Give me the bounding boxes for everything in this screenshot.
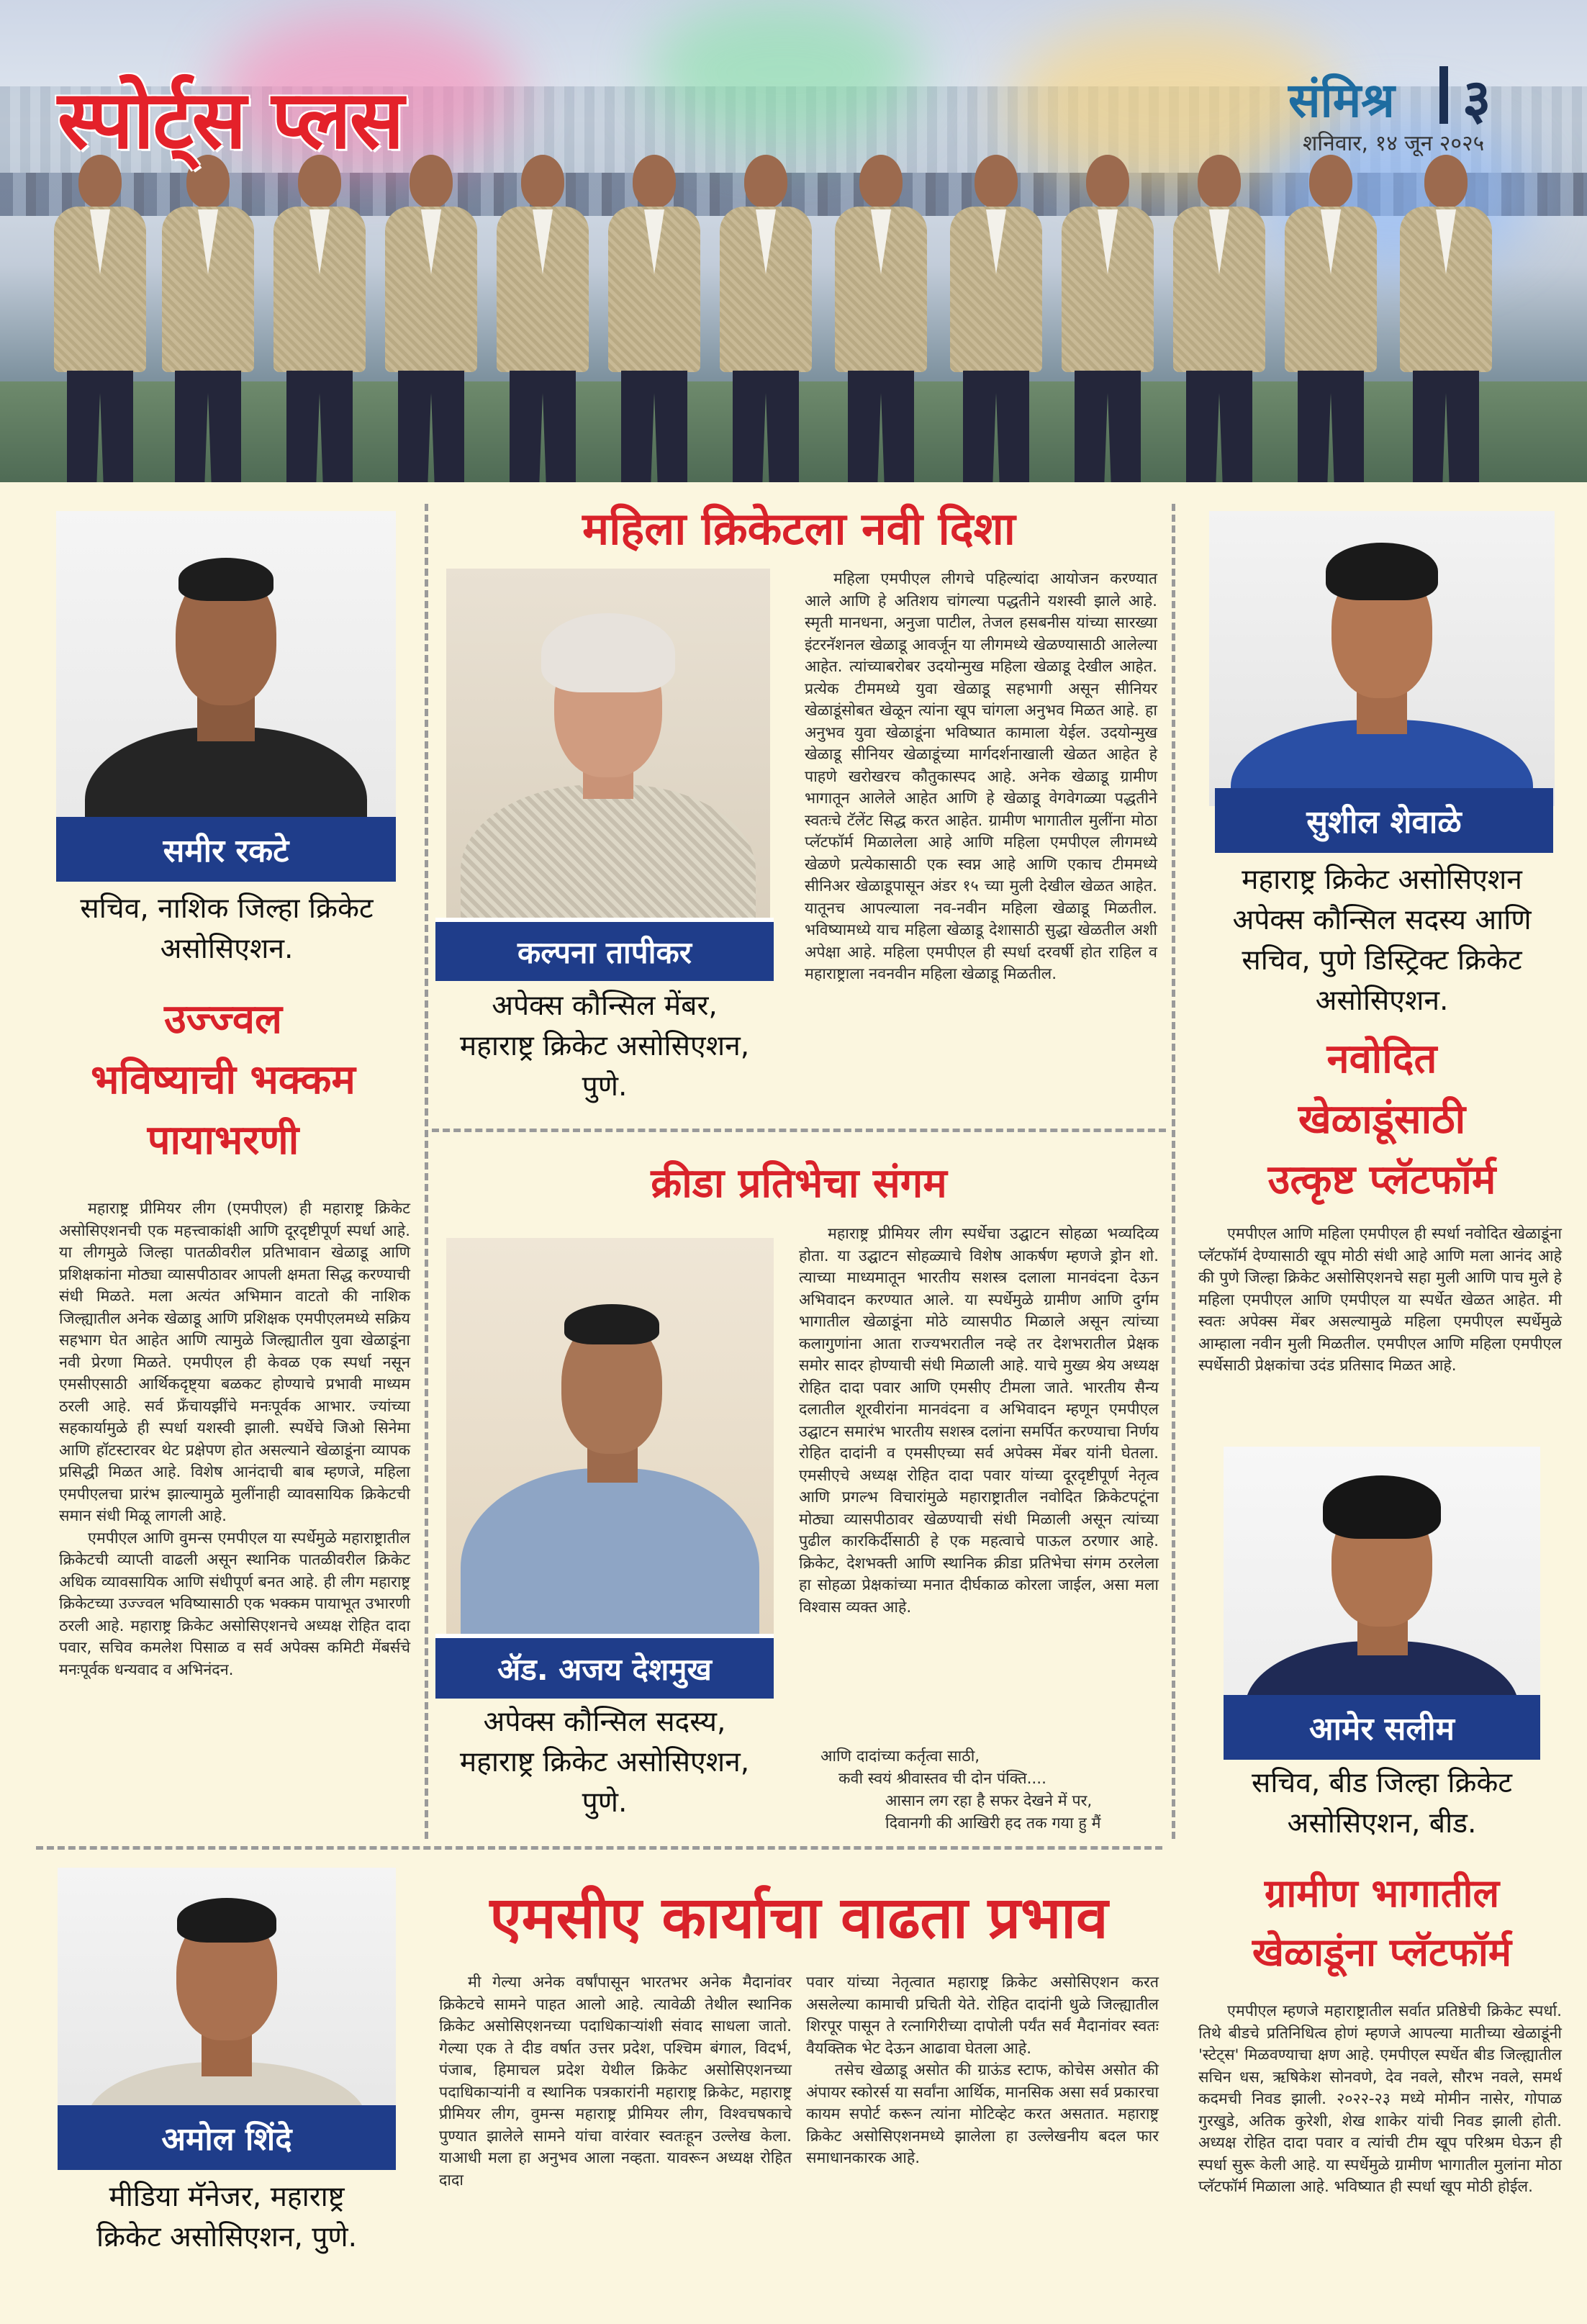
name-banner-amol: अमोल शिंदे	[58, 2105, 396, 2170]
column-separator	[425, 504, 428, 1839]
poem-lines: आणि दादांच्या कर्तृत्वा साठी, कवी स्वयं श्रीवास्तव ची दोन पंक्ति.... आसान लग रहा है सफर देखने में पर, दिवानगी की आखिरी हद तक गया हु मैं	[820, 1747, 1101, 1832]
official-figure	[273, 155, 366, 482]
column-separator	[1172, 504, 1175, 1839]
page-number: ३	[1462, 67, 1491, 131]
official-figure	[835, 155, 927, 482]
photo-sushil	[1209, 511, 1555, 806]
page-divider-bar	[1439, 66, 1448, 124]
official-figure	[720, 155, 812, 482]
article-sangam: महाराष्ट्र प्रीमियर लीग स्पर्धेचा उद्घाटन सोहळा भव्यदिव्य होता. या उद्घाटन सोहळ्याचे विशेष आकर्षण म्हणजे ड्रोन शो. त्याच्या माध्यमातून भारतीय सशस्त्र दलाला मानवंदना देऊन अभिवादन करण्यात आले. या स्पर्धेमुळे ग्रामीण आणि दुर्गम भागातील खेळाडूंना मोठे व्यासपीठ मिळाले असून त्यांच्या कलागुणांना आता राज्यभरातील नव्हे तर देशभरातील प्रेक्षक समोर सादर होण्याची संधी मिळाली आहे. याचे मुख्य श्रेय अध्यक्ष रोहित दादा पवार आणि एमसीए टीमला जाते. भारतीय सैन्य दलातील शूरवीरांना मानवंदना व अभिवादन म्हणून एमपीएल उद्घाटन समारंभ भारतीय सशस्त्र दलांना समर्पित करण्याचा निर्णय रोहित दादांनी व एमसीएच्या सर्व अपेक्स मेंबर यांनी घेतला. एमसीएचे अध्यक्ष रोहित दादा पवार यांच्या दूरदृष्टीपूर्ण नेतृत्व आणि प्रगल्भ विचारांमुळे महाराष्ट्रातील नवोदित क्रिकेटपटूंना मोठ्या व्यासपीठावर खेळण्याची संधी मिळाली असून त्यांच्या पुढील कारकिर्दीसाठी हे एक महत्वाचे पाऊल ठरणार आहे. क्रिकेट, देशभक्ती आणि स्थानिक क्रीडा प्रतिभेचा संगम ठरलेला हा सोहळा प्रेक्षकांच्या मनात दीर्घकाळ कोरला जाईल, असा मला विश्वास व्यक्त आहे.	[799, 1225, 1159, 1617]
headline-bright-future: उज्ज्वल भविष्याची भक्कम पायाभरणी	[91, 996, 356, 1164]
name-banner-sameer: समीर रकटे	[56, 817, 396, 882]
official-figure	[608, 155, 700, 482]
official-figure	[385, 155, 477, 482]
name-banner-aamer: आमेर सलीम	[1224, 1695, 1540, 1760]
photo-kalpana	[446, 569, 770, 943]
official-figure	[1062, 155, 1154, 482]
headline-new-players: नवोदित खेळाडूंसाठी उत्कृष्ट प्लॅटफॉर्म	[1267, 1036, 1496, 1203]
photo-aamer	[1224, 1447, 1540, 1727]
official-figure	[54, 155, 146, 482]
caption-kalpana: अपेक्स कौन्सिल मेंबर, महाराष्ट्र क्रिकेट असोसिएशन, पुणे.	[459, 990, 750, 1103]
section-name: संमिश्र	[1288, 73, 1395, 128]
issue-date: शनिवार, १४ जून २०२५	[1303, 131, 1485, 156]
name-banner-kalpana: कल्पना तापीकर	[435, 918, 774, 981]
official-figure	[162, 155, 254, 482]
article-womens-cricket: महिला एमपीएल लीगचे पहिल्यांदा आयोजन करण्यात आले आणि हे अतिशय चांगल्या पद्धतीने यशस्वी झाले आहे. स्मृती मानधना, अनुजा पाटील, तेजल हसबनीस यांच्या सारख्या इंटरनॅशनल खेळाडू आवर्जून या लीगमध्ये खेळण्यासाठी आलेल्या आहेत. त्यांच्याबरोबर उदयोन्मुख महिला खेळाडू देखील आहेत. प्रत्येक टीममध्ये युवा खेळाडू सहभागी असून सीनियर खेळाडूंसोबत खेळून त्यांना खूप चांगला अनुभव मिळत आहे. हा अनुभव युवा खेळाडूंना भविष्यात कामाला येईल. उदयोन्मुख खेळाडू सीनियर खेळाडूंच्या मार्गदर्शनाखाली खेळत आहेत हे पाहणे खरोखरच कौतुकास्पद आहे. अनेक खेळाडू ग्रामीण भागातून आलेले आहेत आणि हे खेळाडू वेगवेगळ्या पद्धतीने स्वतःचे टॅलेंट सिद्ध करत आहेत. ग्रामीण भागातील मुलींना मोठा प्लॅटफॉर्म मिळालेला आहे आणि महिला एमपीएल लीगमध्ये खेळणे प्रत्येकासाठी एक स्वप्न आहे आणि एकाच टीममध्ये सीनिअर खेळाडूपासून अंडर १५ च्या मुली देखील खेळत आहेत. यातूनच आपल्याला नव-नवीन महिला खेळाडू मिळतील. भविष्यामध्ये याच महिला खेळाडू देशासाठी सुद्धा खेळतील अशी अपेक्षा आहे. महिला एमपीएल ही स्पर्धा दरवर्षी होत राहिल व महाराष्ट्राला नवनवीन महिला खेळाडू मिळतील.	[805, 570, 1157, 983]
caption-aamer: सचिव, बीड जिल्हा क्रिकेट असोसिएशन, बीड.	[1251, 1767, 1513, 1840]
photo-amol	[58, 1868, 396, 2134]
caption-sushil: महाराष्ट्र क्रिकेट असोसिएशन अपेक्स कौन्सिल सदस्य आणि सचिव, पुणे डिस्ट्रिक्ट क्रिकेट असोसिएशन.	[1232, 864, 1532, 1017]
headline-sangam: क्रीडा प्रतिभेचा संगम	[651, 1160, 947, 1207]
row-separator	[432, 1129, 1166, 1132]
header-banner-photo	[0, 0, 1587, 482]
headline-mca-impact: एमसीए कार्याचा वाढता प्रभाव	[489, 1884, 1108, 1951]
official-figure	[1285, 155, 1377, 482]
photo-sameer	[56, 511, 396, 835]
caption-amol: मीडिया मॅनेजर, महाराष्ट्र क्रिकेट असोसिएशन, पुणे.	[96, 2181, 358, 2253]
article-new-players: एमपीएल आणि महिला एमपीएल ही स्पर्धा नवोदित खेळाडूंना प्लॅटफॉर्म देण्यासाठी खूप मोठी संधी आहे आणि मला आनंद आहे की पुणे जिल्हा क्रिकेट असोसिएशनचे सहा मुली आणि पाच मुले हे महिला एमपीएल आणि एमपीएल या स्पर्धेत खेळत आहेत. मी स्वतः अपेक्स मेंबर असल्यामुळे महिला एमपीएल स्पर्धेमुळे आम्हाला नवीन मुली मिळतील. एमपीएल आणि महिला एमपीएल स्पर्धेसाठी प्रेक्षकांचा उदंड प्रतिसाद मिळत आहे.	[1198, 1225, 1562, 1375]
article-bright-future: महाराष्ट्र प्रीमियर लीग (एमपीएल) ही महाराष्ट्र क्रिकेट असोसिएशनची एक महत्त्वाकांक्षी आणि दूरदृष्टीपूर्ण स्पर्धा आहे. या लीगमुळे जिल्हा पातळीवरील प्रतिभावान खेळाडू आणि प्रशिक्षकांना मोठ्या व्यासपीठावर आपली क्षमता सिद्ध करण्याची संधी मिळते. मला अत्यंत अभिमान वाटतो की नाशिक जिल्ह्यातील अनेक खेळाडू आणि प्रशिक्षक एमपीएलमध्ये सक्रिय सहभाग घेत आहेत आणि त्यामुळे जिल्ह्यातील युवा खेळाडूंना नवी प्रेरणा मिळते. एमपीएल ही केवळ एक स्पर्धा नसून एमसीएसाठी आर्थिकदृष्ट्या बळकट होण्याचे प्रभावी माध्यम ठरली आहे. सर्व फ्रँचायझींचे मनःपूर्वक आभार. ज्यांच्या सहकार्यामुळे ही स्पर्धा यशस्वी झाली. स्पर्धेचे जिओ सिनेमा आणि हॉटस्टारवर थेट प्रक्षेपण होत असल्याने खेळाडूंना व्यापक प्रसिद्धी मिळत आहे. विशेष आनंदाची बाब म्हणजे, महिला एमपीएलचा प्रारंभ झाल्यामुळे मुलींनाही व्यावसायिक क्रिकेटची समान संधी मिळू लागली आहे. एमपीएल आणि वुमन्स एमपीएल या स्पर्धेमुळे महाराष्ट्रातील क्रिकेटची व्याप्ती वाढली असून स्थानिक पातळीवरील क्रिकेट अधिक व्यावसायिक आणि संधीपूर्ण बनत आहे. ही लीग महाराष्ट्र क्रिकेटच्या उज्ज्वल भविष्यासाठी एक भक्कम पायाभूत उभारणी ठरली आहे. महाराष्ट्र क्रिकेट असोसिएशनचे अध्यक्ष रोहित दादा पवार, सचिव कमलेश पिसाळ व सर्व अपेक्स कमिटी मेंबर्सचे मनःपूर्वक धन्यवाद व अभिनंदन.	[59, 1200, 410, 1679]
article-mca-col2: पवार यांच्या नेतृत्वात महाराष्ट्र क्रिकेट असोसिएशन करत असलेल्या कामाची प्रचिती येते. रोहित दादांनी धुळे जिल्ह्यातील शिरपूर पासून ते रत्नागिरीच्या दापोली पर्यंत सर्व मैदानांवर स्वतः वैयक्तिक भेट देऊन आढावा घेतला आहे. तसेच खेळाडू असोत की ग्राऊंड स्टाफ, कोचेस असोत की अंपायर स्कोरर्स या सर्वांना आर्थिक, मानसिक असा सर्व प्रकारचा कायम सपोर्ट करून त्यांना मोटिव्हेट करत असतात. महाराष्ट्र क्रिकेट असोसिएशनमध्ये झालेला हा उल्लेखनीय बदल फार समाधानकारक आहे.	[806, 1973, 1159, 2167]
masthead-logo: स्पोर्ट्स प्लस	[58, 73, 403, 167]
official-figure	[1173, 155, 1265, 482]
name-banner-ajay: ॲड. अजय देशमुख	[435, 1634, 774, 1699]
headline-womens-cricket: महिला क्रिकेटला नवी दिशा	[582, 502, 1016, 555]
photo-ajay	[446, 1238, 774, 1655]
row-separator	[36, 1846, 1162, 1850]
caption-ajay: अपेक्स कौन्सिल सदस्य, महाराष्ट्र क्रिकेट असोसिएशन, पुणे.	[459, 1706, 750, 1819]
official-figure	[950, 155, 1042, 482]
caption-sameer: सचिव, नाशिक जिल्हा क्रिकेट असोसिएशन.	[80, 892, 374, 965]
article-mca-col1: मी गेल्या अनेक वर्षांपासून भारतभर अनेक मैदानांवर क्रिकेटचे सामने पाहत आलो आहे. त्यावेळी तेथील स्थानिक क्रिकेट असोसिएशनच्या पदाधिकाऱ्यांशी संवाद साधला जातो. गेल्या एक ते दीड वर्षात उत्तर प्रदेश, पश्चिम बंगाल, विदर्भ, पंजाब, हिमाचल प्रदेश येथील क्रिकेट असोसिएशनच्या पदाधिकाऱ्यांनी व स्थानिक पत्रकारांनी महाराष्ट्र क्रिकेट, महाराष्ट्र प्रीमियर लीग, वुमन्स महाराष्ट्र प्रीमियर लीग, विश्वचषकाचे पुण्यात झालेले सामने यांचा वारंवार स्वतःहून उल्लेख केला. याआधी मला हा अनुभव आला नव्हता. यावरून अध्यक्ष रोहित दादा	[439, 1973, 792, 2189]
article-rural-players: एमपीएल म्हणजे महाराष्ट्रातील सर्वात प्रतिष्ठेची क्रिकेट स्पर्धा. तिथे बीडचे प्रतिनिधित्व होणं म्हणजे आपल्या मातीच्या खेळाडूंनी 'स्टेट्स' मिळवण्याचा क्षण आहे. एमपीएल स्पर्धेत बीड जिल्ह्यातील सचिन धस, ऋषिकेश सोनवणे, देव नवले, सौरभ नवले, समर्थ कदमची निवड झाली. २०२२-२३ मध्ये मोमीन नासेर, गोपाळ गुरखुडे, अतिक कुरेशी, शेख शाकेर यांची निवड झाली होती. अध्यक्ष रोहित दादा पवार व त्यांची टीम खूप परिश्रम घेऊन ही स्पर्धा सुरू केली आहे. या स्पर्धेमुळे ग्रामीण भागातील मुलांना मोठा प्लॅटफॉर्म मिळाला आहे. भविष्यात ही स्पर्धा खूप मोठी होईल.	[1198, 2002, 1562, 2196]
color-smoke	[648, 0, 921, 144]
official-figure	[1400, 155, 1492, 482]
name-banner-sushil: सुशील शेवाळे	[1215, 788, 1553, 853]
headline-rural-players: ग्रामीण भागातील खेळाडूंना प्लॅटफॉर्म	[1252, 1871, 1512, 1975]
official-figure	[497, 155, 589, 482]
